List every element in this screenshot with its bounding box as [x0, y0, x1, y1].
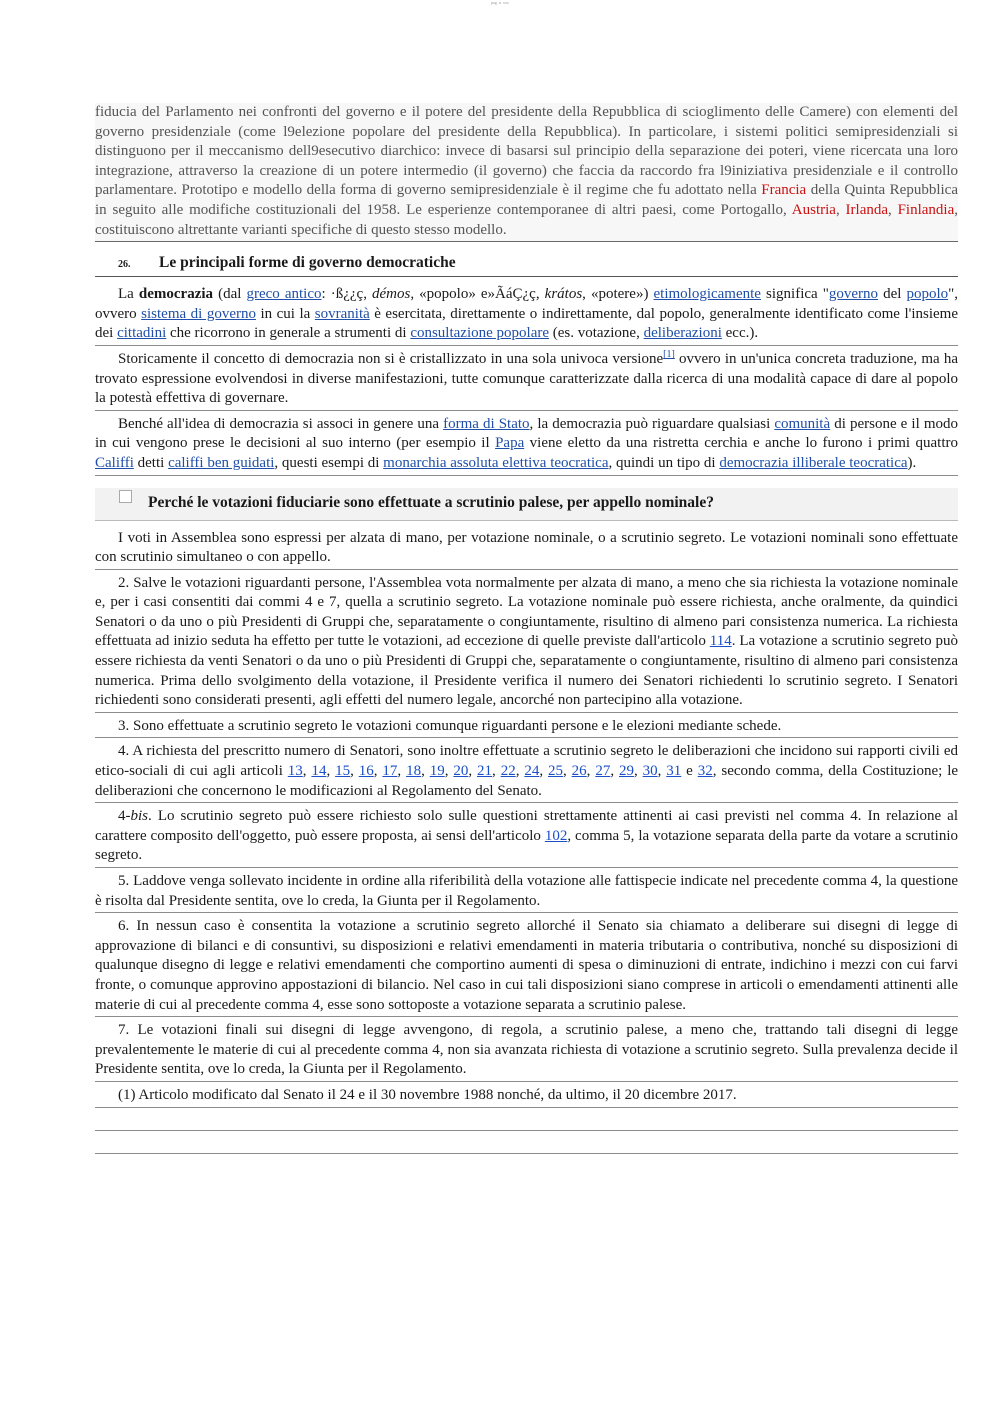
link-greco-antico[interactable]: greco antico [246, 286, 322, 303]
regulation-comma-6: 6. In nessun caso è consentita la votazione a scrutinio segreto allorché il Senato sia chiamato a deliberare sui disegni di legge di approvazione di bilanci e di consuntivi, su disposizioni e relativi emendamenti in materia tributaria o contributiva, nonché su disposizioni di qualunque disegno di legge e relativi emendamenti che comportino aumenti di spesa o diminuzioni di entrate, indichino i mezzi con cui farvi fronte, o comunque approvino appostazioni di bilancio. Nel caso in cui tali disposizioni siano comprese in articoli o emendamenti attinenti alle materie di cui al precedente comma 4, esse sono sottoposte a votazione separata a scrutinio palese. [95, 917, 958, 1017]
link-article-20[interactable]: 20 [453, 763, 469, 780]
regulation-note: (1) Articolo modificato dal Senato il 24 e il 30 novembre 1988 nonché, da ultimo, il 20 dicembre 2017. [95, 1086, 958, 1108]
link-cittadini[interactable]: cittadini [117, 325, 167, 342]
link-governo[interactable]: governo [828, 286, 879, 303]
link-article-26[interactable]: 26 [571, 763, 587, 780]
link-article-18[interactable]: 18 [406, 763, 422, 780]
regulation-comma-1: I voti in Assemblea sono espressi per alzata di mano, per votazione nominale, o a scrutinio segreto. Le votazioni nominali sono effettuate con scrutinio simultaneo o con appello. [95, 529, 958, 570]
divider [95, 1130, 958, 1131]
democracy-paragraph-3: Benché all'idea di democrazia si associ in genere una forma di Stato, la democrazia può riguardare qualsiasi comunità di persone e il modo in cui vengono prese le decisioni al suo interno (per esempio il Papa viene eletto da una ristretta cerchia e anche lo furono i primi quattro Califfi detti califfi ben guidati, questi esempi di monarchia assoluta elettiva teocratica, quindi un tipo di democrazia illiberale teocratica). [95, 415, 958, 476]
link-popolo[interactable]: popolo [906, 286, 949, 303]
regulation-comma-3: 3. Sono effettuate a scrutinio segreto le votazioni comunque riguardanti persone e le elezioni mediante schede. [95, 717, 958, 739]
france-highlight: Francia [761, 182, 807, 199]
link-sovranita[interactable]: sovranità [314, 305, 370, 322]
intro-text: della Quinta Repubblica in seguito alle modifiche costituzionali del 1958. Le esperienze contemporanee di altri paesi, come Portogallo, [95, 182, 958, 218]
ireland-highlight: Irlanda [845, 201, 889, 218]
section-number: 26. [118, 259, 131, 271]
link-forma-di-stato[interactable]: forma di Stato [443, 415, 530, 432]
link-article-27[interactable]: 27 [595, 763, 611, 780]
link-article-24[interactable]: 24 [524, 763, 540, 780]
link-article-29[interactable]: 29 [618, 763, 634, 780]
section-title: Le principali forme di governo democratiche [159, 254, 456, 272]
section-heading [95, 252, 958, 277]
question-text: Perché le votazioni fiduciarie sono effettuate a scrutinio palese, per appello nominale? [148, 493, 714, 511]
link-article-32[interactable]: 32 [697, 763, 713, 780]
link-monarchia-assoluta[interactable]: monarchia assoluta elettiva teocratica [383, 454, 609, 471]
link-article-30[interactable]: 30 [642, 763, 658, 780]
democracy-paragraph-1: La democrazia (dal greco antico: ·ß¿¿ç, démos, «popolo» e»ÃáÇ¿ç, krátos, «potere») etimologicamente significa "governo del popolo", ovvero sistema di governo in cui la sovranità è esercitata, direttamente o indirettamente, dal popolo, generalmente identificato come l'insieme dei cittadini che ricorrono in generale a strumenti di consultazione popolare (es. votazione, deliberazioni ecc.). [95, 285, 958, 346]
checkbox-icon[interactable] [119, 490, 132, 503]
link-article-31[interactable]: 31 [666, 763, 682, 780]
link-papa[interactable]: Papa [495, 435, 525, 452]
link-article-17[interactable]: 17 [382, 763, 398, 780]
link-democrazia-illiberale[interactable]: democrazia illiberale teocratica [719, 454, 908, 471]
link-article-14[interactable]: 14 [311, 763, 327, 780]
regulation-comma-7: 7. Le votazioni finali sui disegni di legge avvengono, di regola, a scrutinio palese, a meno che, trattando tali disegni di legge prevalentemente le materie di cui al precedente comma 4, non sia avanzata richiesta di votazione a scrutinio segreto. Sulla prevalenza decide il Presidente sentita, ove lo creda, la Giunta per il Regolamento. [95, 1021, 958, 1082]
link-article-13[interactable]: 13 [287, 763, 303, 780]
link-article-19[interactable]: 19 [429, 763, 445, 780]
document-body [95, 103, 958, 1154]
link-article-22[interactable]: 22 [500, 763, 516, 780]
question-box [95, 488, 958, 521]
austria-highlight: Austria [791, 201, 836, 218]
link-deliberazioni[interactable]: deliberazioni [643, 325, 722, 342]
footnote-ref-1[interactable]: [1] [663, 348, 675, 360]
intro-text: fiducia del Parlamento nei confronti del governo e il potere del presidente della Repubblica di scioglimento delle Camere) con elementi del governo presidenziale (come l9elezione popolare del presidente della Repubblica). In particolare, i sistemi politici semipresidenziali si distinguono per il meccanismo dell9esecutivo diarchico: invece di basarsi sul principio della separazione dei poteri, viene ricercata una loro integrazione, attraverso la creazione di un potere intermedio (il governo) che faccia da raccordo fra l9iniziativa presidenziale e il controllo parlamentare. Prototipo e modello della forma di governo semipresidenziale è il regime che fu adottato nella [95, 104, 958, 199]
link-etimologicamente[interactable]: etimologicamente [653, 286, 761, 303]
regulation-comma-2: 2. Salve le votazioni riguardanti persone, l'Assemblea vota normalmente per alzata di mano, a meno che sia richiesta la votazione nominale e, per i casi consentiti dai commi 4 e 7, quella a scrutinio segreto. La votazione nominale può essere richiesta, anche oralmente, da quindici Senatori o da uno o più Presidenti di Gruppi che, separatamente o congiuntamente, risultino di almeno pari consistenza numerica. La richiesta effettuata ad inizio seduta ha effetto per tutte le votazioni, ad eccezione di quelle previste dall'articolo 114. La votazione a scrutinio segreto può essere richiesta da venti Senatori o da uno o più Presidenti di Gruppi che, separatamente o congiuntamente, risultino di almeno pari consistenza numerica. Prima dello svolgimento della votazione, il Presidente verifica il numero dei Senatori richiedenti lo scrutinio segreto. I Senatori richiedenti sono considerati presenti, agli effetti del numero legale, ancorché non partecipino alla votazione. [95, 574, 958, 713]
link-article-15[interactable]: 15 [335, 763, 351, 780]
link-consultazione-popolare[interactable]: consultazione popolare [410, 325, 550, 342]
page-header: pag. n. xxx [491, 0, 509, 5]
article-links: 13, 14, 15, 16, 17, 18, 19, 20, 21, 22, 24, 25, 26, 27, 29, 30, 31 [287, 763, 682, 780]
link-article-114[interactable]: 114 [709, 633, 732, 650]
link-califfi-ben-guidati[interactable]: califfi ben guidati [168, 454, 275, 471]
democracy-paragraph-2: Storicamente il concetto di democrazia non si è cristallizzato in una sola univoca versione[1] ovvero in un'unica concreta traduzione, ma ha trovato espressione evolvendosi in diverse manifestazioni, tutte comunque caratterizzate dalla ricerca di una modalità capace di dare al popolo la potestà effettiva di governare. [95, 350, 958, 411]
link-article-25[interactable]: 25 [548, 763, 563, 780]
regulation-comma-4: 4. A richiesta del prescritto numero di Senatori, sono inoltre effettuate a scrutinio segreto le deliberazioni che incidono sui rapporti civili ed etico-sociali di cui agli articoli 13, 14, 15, 16, 17, 18, 19, 20, 21, 22, 24, 25, 26, 27, 29, 30, 31 e 32, secondo comma, della Costituzione; le deliberazioni che concernono le modificazioni al Regolamento del Senato. [95, 742, 958, 803]
link-article-102[interactable]: 102 [544, 827, 568, 844]
regulation-comma-4-bis: 4-bis. Lo scrutinio segreto può essere richiesto solo sulle questioni strettamente attinenti ai casi previsti nel comma 4. In relazione al carattere composito dell'oggetto, può essere proposta, ai sensi dell'articolo 102, comma 5, la votazione separata della parte da votare a scrutinio segreto. [95, 807, 958, 868]
intro-paragraph: fiducia del Parlamento nei confronti del governo e il potere del presidente della Repubblica di scioglimento delle Camere) con elementi del governo presidenziale (come l9elezione popolare del presidente della Repubblica). In particolare, i sistemi politici semipresidenziali si distinguono per il meccanismo dell9esecutivo diarchico: invece di basarsi sul principio della separazione dei poteri, viene ricercata una loro integrazione, attraverso la creazione di un potere intermedio (il governo) che faccia da raccordo fra l9iniziativa presidenziale e il controllo parlamentare. Prototipo e modello della forma di governo semipresidenziale è il regime che fu adottato nella Francia della Quinta Repubblica in seguito alle modifiche costituzionali del 1958. Le esperienze contemporanee di altri paesi, come Portogallo, Austria, Irlanda, Finlandia, costituiscono altrettante varianti specifiche di questo stesso modello. [95, 103, 958, 242]
link-sistema-di-governo[interactable]: sistema di governo [141, 305, 256, 322]
link-article-16[interactable]: 16 [358, 763, 374, 780]
finland-highlight: Finlandia [897, 201, 955, 218]
regulation-comma-5: 5. Laddove venga sollevato incidente in ordine alla riferibilità della votazione alle fattispecie indicate nel precedente comma 4, la questione è risolta dal Presidente sentita, ove lo creda, la Giunta per il Regolamento. [95, 872, 958, 913]
link-comunita[interactable]: comunità [774, 415, 831, 432]
divider [95, 1153, 958, 1154]
link-article-21[interactable]: 21 [477, 763, 493, 780]
link-califfi[interactable]: Califfi [95, 454, 134, 471]
democracy-term: democrazia [138, 286, 214, 303]
intro-text: , costituiscono altrettante varianti specifiche di questo stesso modello. [95, 201, 959, 238]
